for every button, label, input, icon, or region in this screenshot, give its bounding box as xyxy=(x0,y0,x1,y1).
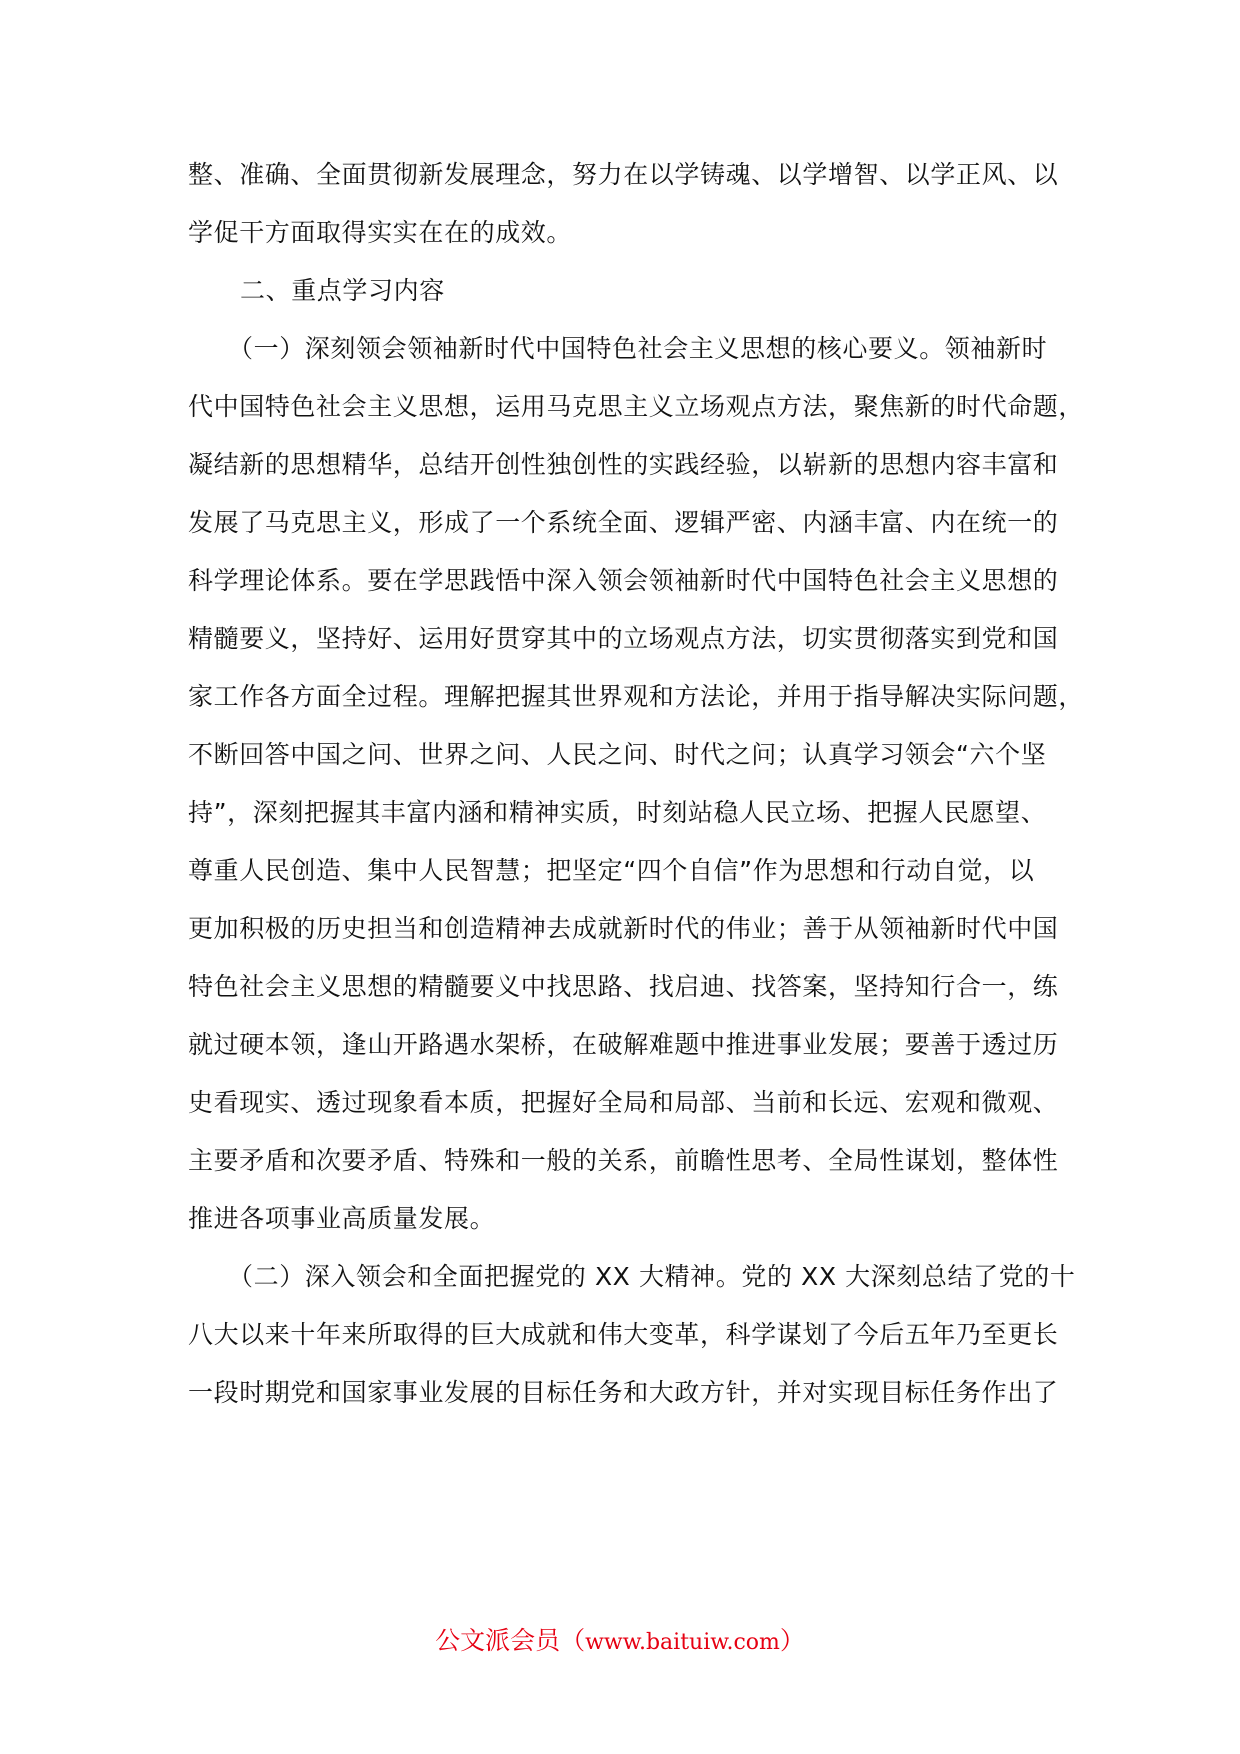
footer-label: 公文派会员（ xyxy=(435,1626,586,1655)
paragraph-start: （一）深刻领会领袖新时代中国特色社会主义思想的核心要义。领袖新时 xyxy=(228,334,1048,363)
text-line: 发展了马克思主义，形成了一个系统全面、逻辑严密、内涵丰富、内在统一的 xyxy=(188,508,1059,537)
text-line: 科学理论体系。要在学思践悟中深入领会领袖新时代中国特色社会主义思想的 xyxy=(188,566,1059,595)
text-line: 八大以来十年来所取得的巨大成就和伟大变革，科学谋划了今后五年乃至更长 xyxy=(188,1320,1059,1349)
text-line: 整、准确、全面贯彻新发展理念，努力在以学铸魂、以学增智、以学正风、以 xyxy=(188,160,1059,189)
text-line: 家工作各方面全过程。理解把握其世界观和方法论，并用于指导解决实际问题， xyxy=(188,682,1085,711)
footer-watermark[interactable] xyxy=(0,1624,1240,1660)
footer-close: ） xyxy=(779,1626,805,1655)
text-line: 凝结新的思想精华，总结开创性独创性的实践经验，以崭新的思想内容丰富和 xyxy=(188,450,1059,479)
text-line: 不断回答中国之问、世界之问、人民之问、时代之问；认真学习领会“六个坚 xyxy=(188,740,1047,769)
text-line: 就过硬本领，逢山开路遇水架桥，在破解难题中推进事业发展；要善于透过历 xyxy=(188,1030,1059,1059)
text-line: 特色社会主义思想的精髓要义中找思路、找启迪、找答案，坚持知行合一，练 xyxy=(188,972,1059,1001)
footer-url-link[interactable]: www.baituiw.com xyxy=(585,1630,780,1655)
text-line: 更加积极的历史担当和创造精神去成就新时代的伟业；善于从领袖新时代中国 xyxy=(188,914,1059,943)
section-heading: 二、重点学习内容 xyxy=(240,276,445,305)
text-line: 精髓要义，坚持好、运用好贯穿其中的立场观点方法，切实贯彻落实到党和国 xyxy=(188,624,1059,653)
text-line: 主要矛盾和次要矛盾、特殊和一般的关系，前瞻性思考、全局性谋划，整体性 xyxy=(188,1146,1059,1175)
text-line: 尊重人民创造、集中人民智慧；把坚定“四个自信”作为思想和行动自觉，以 xyxy=(188,856,1035,885)
paragraph-start: （二）深入领会和全面把握党的 XX 大精神。党的 XX 大深刻总结了党的十 xyxy=(228,1262,1076,1291)
text-line: 持”，深刻把握其丰富内涵和精神实质，时刻站稳人民立场、把握人民愿望、 xyxy=(188,798,1047,827)
text-line: 推进各项事业高质量发展。 xyxy=(188,1204,496,1233)
text-line: 史看现实、透过现象看本质，把握好全局和局部、当前和长远、宏观和微观、 xyxy=(188,1088,1059,1117)
text-line: 代中国特色社会主义思想，运用马克思主义立场观点方法，聚焦新的时代命题， xyxy=(188,392,1085,421)
text-line: 一段时期党和国家事业发展的目标任务和大政方针，并对实现目标任务作出了 xyxy=(188,1378,1059,1407)
text-line: 学促干方面取得实实在在的成效。 xyxy=(188,218,573,247)
